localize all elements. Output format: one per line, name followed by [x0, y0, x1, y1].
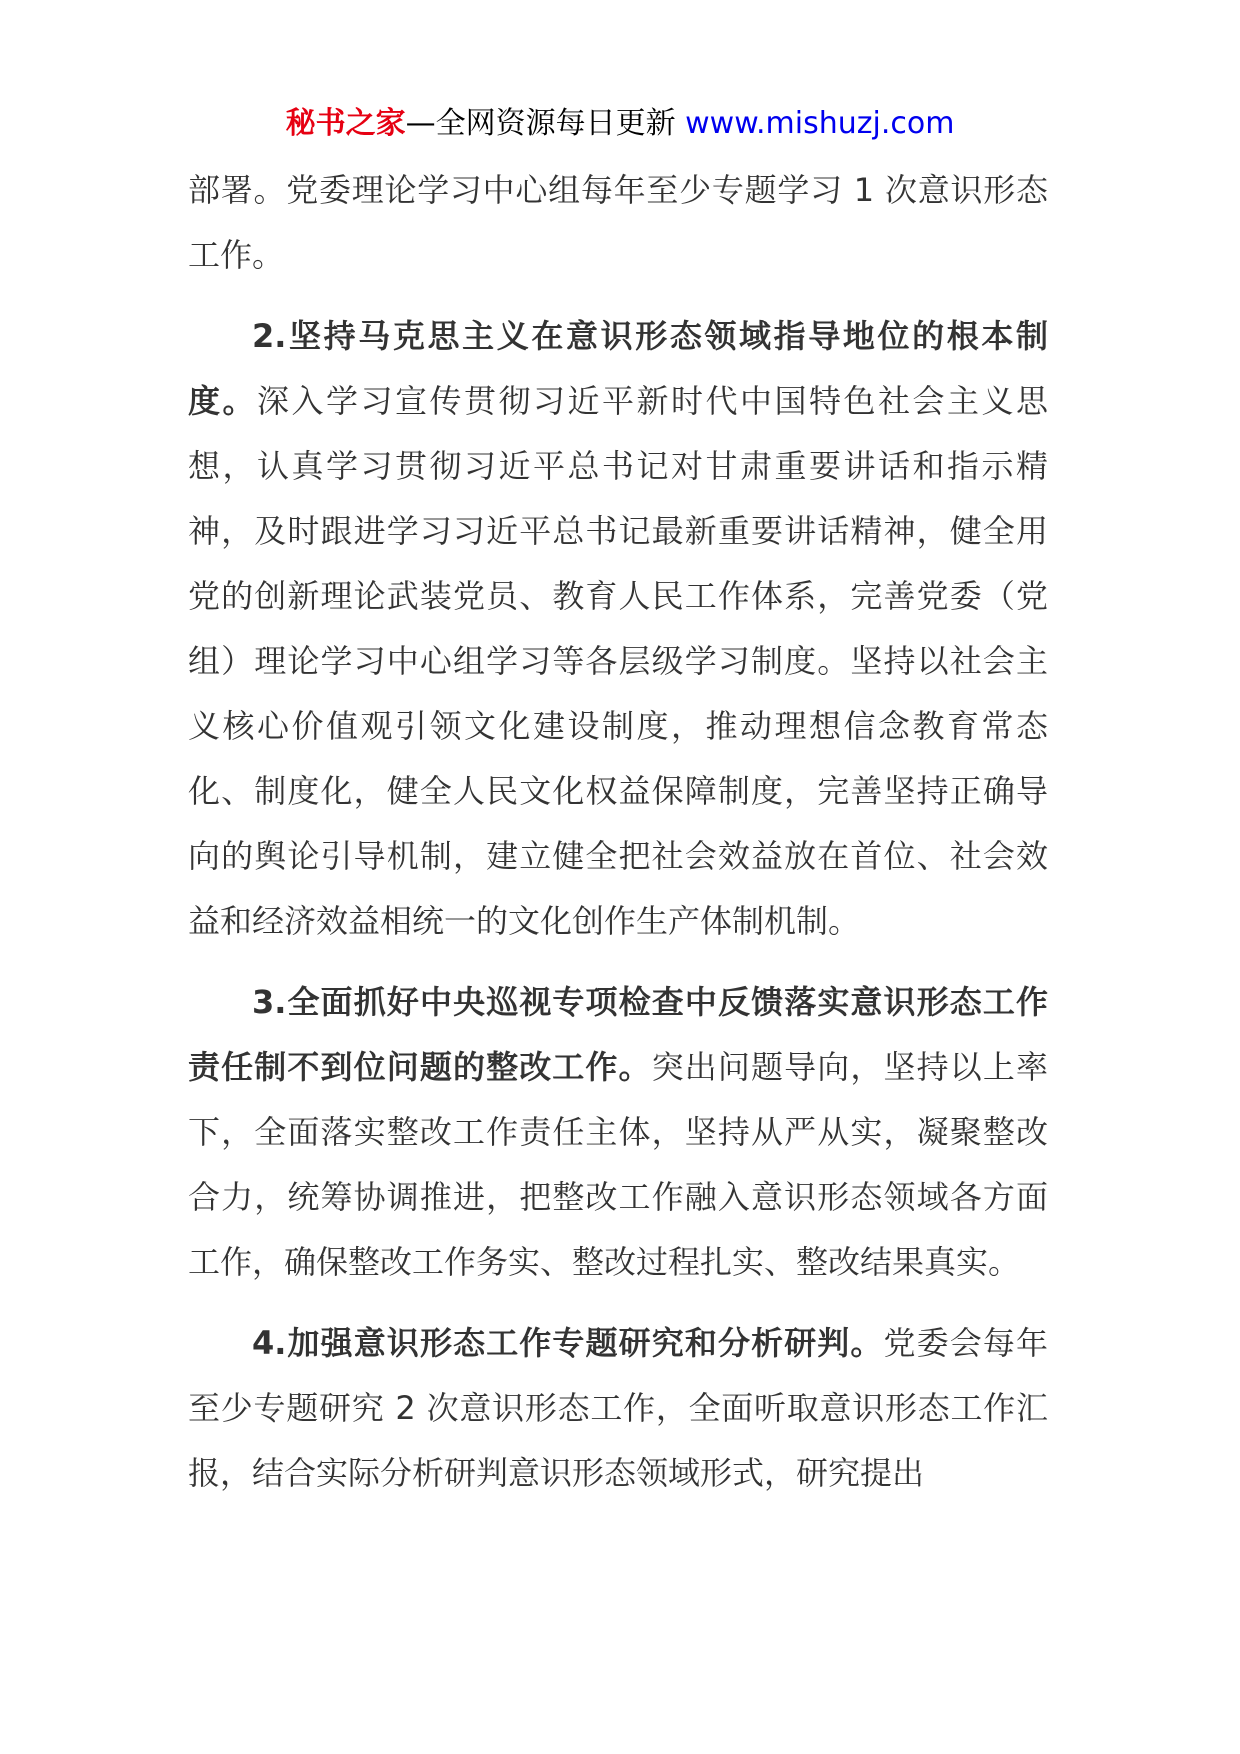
- paragraph-text: 部署。党委理论学习中心组每年至少专题学习 1 次意识形态工作。: [188, 171, 1048, 274]
- paragraph-item-2: [188, 304, 1048, 954]
- paragraph-text: 突出问题导向，坚持以上率下，全面落实整改工作责任主体，坚持从严从实，凝聚整改合力，统筹协调推进，把整改工作融入意识形态领域各方面工作，确保整改工作务实、整改过程扎实、整改结果真实。: [188, 1048, 1048, 1281]
- paragraph-heading: 4.加强意识形态工作专题研究和分析研判。: [252, 1324, 884, 1362]
- paragraph-item-4: [188, 1311, 1048, 1506]
- brand-name: 秘书之家: [285, 106, 406, 141]
- website-link[interactable]: www.mishuzj.com: [685, 106, 955, 141]
- paragraph-text: 深入学习宣传贯彻习近平新时代中国特色社会主义思想，认真学习贯彻习近平总书记对甘肃重要讲话和指示精神，及时跟进学习习近平总书记最新重要讲话精神，健全用党的创新理论武装党员、教育人民工作体系，完善党委（党组）理论学习中心组学习等各层级学习制度。坚持以社会主义核心价值观引领文化建设制度，推动理想信念教育常态化、制度化，健全人民文化权益保障制度，完善坚持正确导向的舆论引导机制，建立健全把社会效益放在首位、社会效益和经济效益相统一的文化创作生产体制机制。: [188, 382, 1048, 940]
- paragraph-item-3: [188, 970, 1048, 1295]
- header-tagline: —全网资源每日更新: [405, 106, 686, 141]
- paragraph-text: 党委会每年至少专题研究 2 次意识形态工作，全面听取意识形态工作汇报，结合实际分析研判意识形态领域形式，研究提出: [188, 1324, 1048, 1492]
- document-body: [188, 158, 1048, 1506]
- paragraph-heading: 2.坚持马克思主义在意识形态领域指导地位的根本制度。: [188, 317, 1048, 420]
- paragraph-heading: 3.全面抓好中央巡视专项检查中反馈落实意识形态工作责任制不到位问题的整改工作。: [188, 983, 1048, 1086]
- page-header: [0, 100, 1240, 148]
- paragraph-continued: [188, 158, 1048, 288]
